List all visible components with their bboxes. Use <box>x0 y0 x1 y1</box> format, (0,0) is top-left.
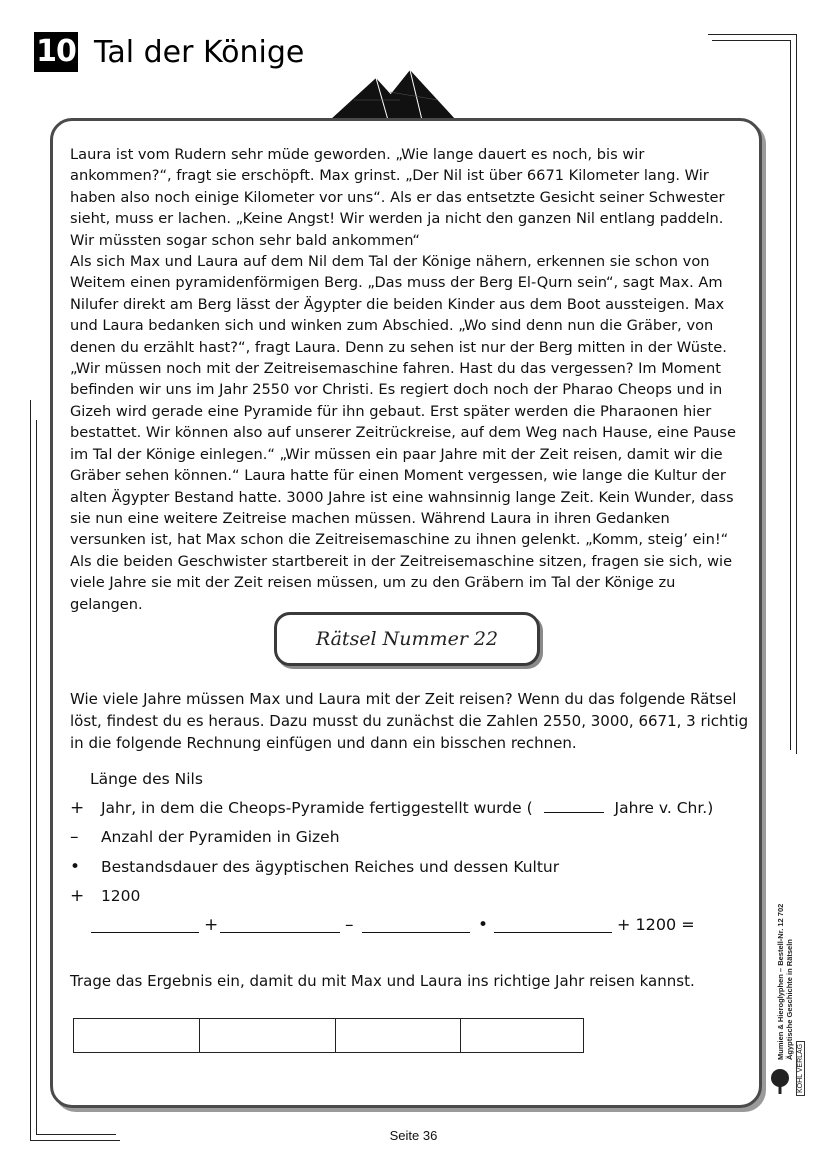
frame-line-right <box>796 34 797 754</box>
frame-line-left <box>30 400 31 1140</box>
side-book-info <box>776 904 794 1060</box>
answer-cell-3[interactable] <box>335 1019 461 1053</box>
riddle-line-cheops-year <box>70 797 713 819</box>
answer-cell-4[interactable] <box>461 1019 584 1053</box>
publisher-logo: KOHL VERLAG <box>796 1041 805 1096</box>
riddle-line-text: Anzahl der Pyramiden in Gizeh <box>100 828 340 846</box>
formula-tail: + 1200 = <box>617 915 695 934</box>
plus-symbol: + <box>70 886 85 906</box>
frame-line-left-inner <box>36 420 37 1134</box>
frame-line-top <box>708 34 796 35</box>
answer-cell-2[interactable] <box>199 1019 335 1053</box>
frame-line-right-inner <box>790 40 791 750</box>
riddle-title-box: Rätsel Nummer 22 <box>274 612 540 666</box>
page-number: Seite 36 <box>389 1128 438 1143</box>
riddle-line-text: Länge des Nils <box>90 770 203 788</box>
riddle-line-plus-1200 <box>70 885 140 907</box>
chapter-number-badge: 10 <box>34 32 78 72</box>
frame-line-top-inner <box>712 40 790 41</box>
side-order-number: Bestell-Nr. 12 702 <box>776 903 785 966</box>
minus-symbol: – <box>70 827 79 847</box>
story-text <box>70 144 750 615</box>
page-title: Tal der Könige <box>94 35 305 70</box>
formula-operator-dot: • <box>478 915 489 935</box>
plus-symbol: + <box>70 798 85 818</box>
formula-blank-4[interactable] <box>494 932 612 933</box>
pyramid-shape <box>330 70 456 120</box>
year-blank-field[interactable] <box>544 798 604 813</box>
riddle-line-text: 1200 <box>100 887 141 905</box>
side-book-subtitle: Ägyptische Geschichte in Rätseln <box>785 939 794 1060</box>
result-instruction: Trage das Ergebnis ein, damit du mit Max und Laura ins richtige Jahr reisen kannst. <box>70 972 695 990</box>
riddle-line-empire-duration <box>70 856 559 878</box>
formula-blank-3[interactable] <box>362 932 470 933</box>
side-separator: – <box>776 967 785 973</box>
riddle-line-text: Jahr, in dem die Cheops-Pyramide fertiggestellt wurde ( <box>100 799 533 817</box>
publisher-tree-icon <box>770 1068 790 1096</box>
pyramids-illustration <box>330 70 456 122</box>
side-book-title: Mumien & Hieroglyphen <box>776 974 785 1060</box>
story-paragraph-1: Laura ist vom Rudern sehr müde geworden. „Wie lange dauert es noch, bis wir ankommen?“, fragt sie erschöpft. Max grinst. „Der Nil ist über 6671 Kilometer lang. Wir haben also noch einige Kilometer vor uns“. Als er das entsetzte Gesicht seiner Schwester sieht, muss er lachen. „Keine Angst! Wir werden ja nicht den ganzen Nil entlang paddeln. Wir müssten sogar schon sehr bald ankommen“ <box>70 146 725 249</box>
riddle-line-nile-length <box>90 768 203 790</box>
story-paragraph-2: Als sich Max und Laura auf dem Nil dem Tal der Könige nähern, erkennen sie schon von Weitem einen pyramidenförmigen Berg. „Das muss der Berg El-Qurn sein“, sagt Max. Am Nilufer direkt am Berg lässt der Ägypter die beiden Kinder aus dem Boot aussteigen. Max und Laura bedanken sich und winken zum Abschied. „Wo sind denn nun die Gräber, von denen du erzählt hast?“, fragt Laura. Denn zu sehen ist nur der Berg mitten in der Wüste. „Wir müssen noch mit der Zeitreisemaschine fahren. Hast du das vergessen? Im Moment befinden wir uns im Jahr 2550 vor Christi. Es regiert doch noch der Pharao Cheops und in Gizeh wird gerade eine Pyramide für ihn gebaut. Erst später werden die Pharaonen hier bestattet. Wir können also auf unserer Zeitrückreise, auf dem Weg nach Hause, eine Pause im Tal der Könige einlegen.“ „Wir müssen ein paar Jahre mit der Zeit reisen, damit wir die Gräber sehen können.“ Laura hatte für einen Moment vergessen, wie lange die Kultur der alten Ägypter Bestand hatte. 3000 Jahre ist eine wahnsinnig lange Zeit. Kein Wunder, dass sie nun eine weitere Zeitreise machen müssen. Während Laura in ihren Gedanken versunken ist, hat Max schon die Zeitreisemaschine zu ihnen gelenkt. „Komm, steig’ ein!“ Als die beiden Geschwister startbereit in der Zeitreisemaschine sitzen, fragen sie sich, wie viele Jahre sie mit der Zeit reisen müssen, um zu den Gräbern im Tal der Könige zu gelangen. <box>70 253 736 613</box>
formula-operator-minus: – <box>345 915 354 935</box>
formula-blank-2[interactable] <box>220 932 340 933</box>
formula-operator-plus: + <box>204 915 219 935</box>
answer-grid <box>73 1018 584 1053</box>
riddle-intro: Wie viele Jahre müssen Max und Laura mit der Zeit reisen? Wenn du das folgende Rätsel löst, findest du es heraus. Dazu musst du zunächst die Zahlen 2550, 3000, 6671, 3 richtig in die folgende Rechnung einfügen und dann ein bisschen rechnen. <box>70 690 749 752</box>
riddle-line-suffix: Jahre v. Chr.) <box>614 799 714 817</box>
riddle-line-pyramid-count <box>70 826 340 848</box>
riddle-line-text: Bestandsdauer des ägyptischen Reiches und dessen Kultur <box>100 858 560 876</box>
formula-blank-1[interactable] <box>91 932 199 933</box>
multiply-dot-symbol: • <box>70 857 81 877</box>
answer-cell-1[interactable] <box>74 1019 200 1053</box>
